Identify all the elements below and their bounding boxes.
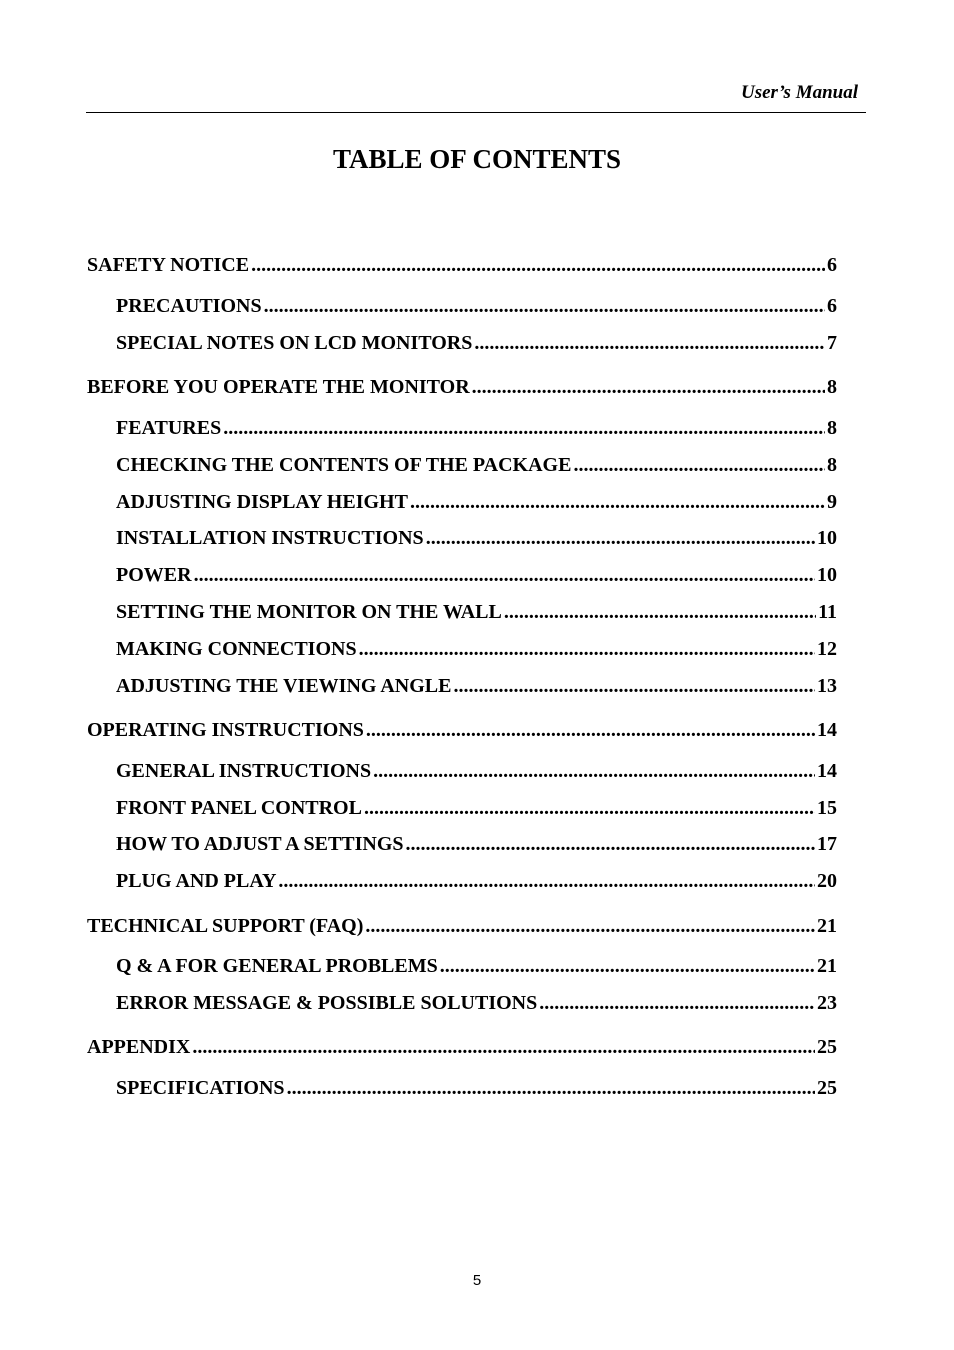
toc-entry-page: 14 — [817, 719, 837, 741]
toc-entry-page: 7 — [827, 332, 837, 354]
toc-dot-leader — [440, 953, 815, 979]
toc-entry-page: 10 — [817, 564, 837, 586]
toc-entry-page: 23 — [817, 992, 837, 1014]
toc-entry[interactable] — [116, 293, 837, 319]
toc-entry[interactable] — [116, 636, 837, 662]
toc-dot-leader — [410, 489, 825, 515]
toc-dot-leader — [504, 599, 816, 625]
toc-entry[interactable] — [116, 489, 837, 515]
toc-entry-page: 25 — [817, 1036, 837, 1058]
toc-entry[interactable] — [116, 415, 837, 441]
toc-entry[interactable] — [87, 374, 837, 400]
toc-dot-leader — [472, 374, 825, 400]
toc-entry-label: HOW TO ADJUST A SETTINGS — [116, 833, 404, 855]
toc-entry[interactable] — [116, 795, 837, 821]
toc-entry-page: 8 — [827, 417, 837, 439]
toc-entry[interactable] — [116, 990, 837, 1016]
toc-entry-label: SPECIAL NOTES ON LCD MONITORS — [116, 332, 473, 354]
toc-entry[interactable] — [87, 913, 837, 939]
toc-entry[interactable] — [116, 868, 837, 894]
toc-entry[interactable] — [116, 758, 837, 784]
toc-entry-label: CHECKING THE CONTENTS OF THE PACKAGE — [116, 454, 572, 476]
toc-dot-leader — [192, 1034, 815, 1060]
toc-dot-leader — [287, 1075, 815, 1101]
toc-entry[interactable] — [116, 953, 837, 979]
toc-entry-label: ADJUSTING DISPLAY HEIGHT — [116, 491, 408, 513]
toc-entry-page: 9 — [827, 491, 837, 513]
toc-entry-page: 14 — [817, 760, 837, 782]
toc-entry[interactable] — [116, 452, 837, 478]
toc-entry-page: 6 — [827, 295, 837, 317]
toc-entry-page: 21 — [817, 915, 837, 937]
toc-dot-leader — [251, 252, 825, 278]
toc-entry-label: SETTING THE MONITOR ON THE WALL — [116, 601, 502, 623]
toc-entry-label: Q & A FOR GENERAL PROBLEMS — [116, 955, 438, 977]
toc-entry-page: 21 — [817, 955, 837, 977]
toc-dot-leader — [359, 636, 815, 662]
toc-entry-label: FRONT PANEL CONTROL — [116, 797, 362, 819]
toc-entry[interactable] — [87, 1034, 837, 1060]
toc-entry-label: PRECAUTIONS — [116, 295, 262, 317]
toc-dot-leader — [573, 452, 825, 478]
toc-entry[interactable] — [116, 831, 837, 857]
toc-entry-label: PLUG AND PLAY — [116, 870, 277, 892]
toc-entry-label: MAKING CONNECTIONS — [116, 638, 357, 660]
toc-entry-label: OPERATING INSTRUCTIONS — [87, 719, 364, 741]
toc-entry[interactable] — [116, 525, 837, 551]
toc-dot-leader — [453, 673, 815, 699]
toc-entry-label: SAFETY NOTICE — [87, 254, 250, 276]
toc-dot-leader — [194, 562, 815, 588]
toc-entry-label: ADJUSTING THE VIEWING ANGLE — [116, 675, 452, 697]
toc-dot-leader — [373, 758, 815, 784]
toc-entry[interactable] — [116, 1075, 837, 1101]
running-header: User’s Manual — [740, 82, 858, 103]
toc-dot-leader — [223, 415, 825, 441]
toc-entry-page: 10 — [817, 527, 837, 549]
toc-dot-leader — [366, 717, 815, 743]
toc-dot-leader — [278, 868, 815, 894]
toc-entry-page: 6 — [827, 254, 837, 276]
toc-dot-leader — [365, 913, 815, 939]
toc-entry[interactable] — [116, 599, 837, 625]
toc-entry-label: INSTALLATION INSTRUCTIONS — [116, 527, 424, 549]
page-number: 5 — [472, 1272, 482, 1289]
page-title: TABLE OF CONTENTS — [332, 144, 622, 174]
toc-entry-label: APPENDIX — [87, 1036, 191, 1058]
toc-entry-page: 25 — [817, 1077, 837, 1099]
toc-dot-leader — [426, 525, 815, 551]
toc-entry[interactable] — [87, 717, 837, 743]
toc-entry-label: SPECIFICATIONS — [116, 1077, 285, 1099]
toc-entry-label: BEFORE YOU OPERATE THE MONITOR — [87, 376, 470, 398]
toc-entry-page: 11 — [818, 601, 837, 623]
toc-entry[interactable] — [116, 330, 837, 356]
toc-entry-page: 20 — [817, 870, 837, 892]
toc-entry[interactable] — [87, 252, 837, 278]
toc-entry-page: 12 — [817, 638, 837, 660]
toc-entry-label: ERROR MESSAGE & POSSIBLE SOLUTIONS — [116, 992, 538, 1014]
toc-entry-label: TECHNICAL SUPPORT (FAQ) — [87, 915, 364, 937]
toc-entry-page: 15 — [817, 797, 837, 819]
toc-dot-leader — [539, 990, 815, 1016]
toc-entry[interactable] — [116, 673, 837, 699]
toc-dot-leader — [474, 330, 825, 356]
toc-entry-page: 13 — [817, 675, 837, 697]
toc-entry[interactable] — [116, 562, 837, 588]
toc-entry-label: POWER — [116, 564, 192, 586]
toc-entry-label: GENERAL INSTRUCTIONS — [116, 760, 372, 782]
toc-dot-leader — [364, 795, 815, 821]
toc-dot-leader — [264, 293, 825, 319]
toc-entry-page: 8 — [827, 376, 837, 398]
toc-dot-leader — [406, 831, 815, 857]
toc-entry-label: FEATURES — [116, 417, 222, 439]
toc-entry-page: 17 — [817, 833, 837, 855]
toc-entry-page: 8 — [827, 454, 837, 476]
